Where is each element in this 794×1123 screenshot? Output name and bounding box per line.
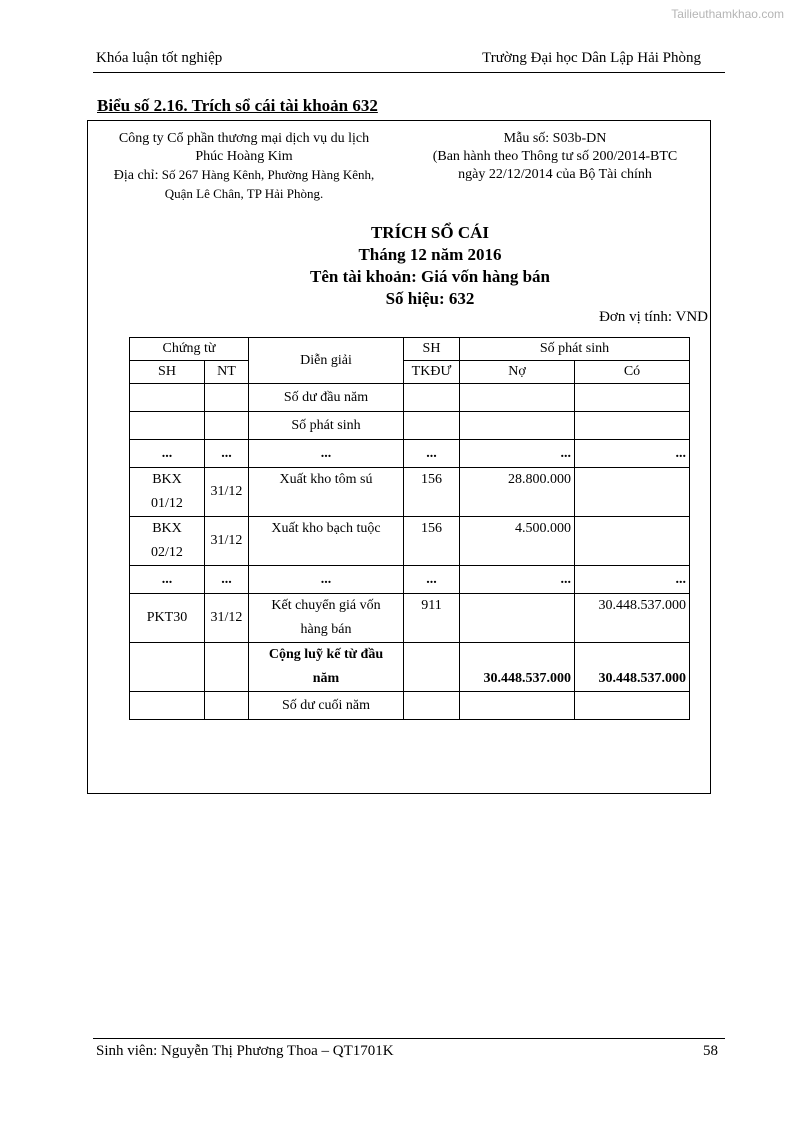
company-address-line2: Quận Lê Chân, TP Hải Phòng. [164,186,324,201]
ellipsis-cell: ... [249,566,404,594]
header-nt: NT [205,361,249,384]
ledger-title: TRÍCH SỔ CÁI [370,223,490,242]
address-label: Địa chỉ: [113,168,159,183]
header-account-top: SH [404,338,460,361]
table-row [130,517,690,566]
header-account-bottom: TKĐƯ [404,361,460,384]
voucher-sh-line2: 02/12 [151,545,183,560]
row-voucher-nt: 31/12 [205,468,249,517]
ellipsis-cell: ... [460,440,575,468]
row-voucher-nt: 31/12 [205,517,249,566]
row-account: 156 [404,468,460,517]
table-header-row-1 [130,338,690,361]
ellipsis-cell: ... [575,566,690,594]
row-debit [460,594,575,643]
ledger-title-block [100,222,760,310]
ledger-table [129,337,690,720]
row-credit: 30.448.537.000 [575,594,690,643]
row-description [249,594,404,643]
header-left-text: Khóa luận tốt nghiệp [96,50,223,66]
form-info-block [405,130,705,184]
row-voucher-sh: PKT30 [130,594,205,643]
header-divider [93,72,725,73]
ellipsis-cell: ... [404,440,460,468]
ledger-period: Tháng 12 năm 2016 [358,245,502,264]
company-address-line1 [98,166,390,185]
table-row [130,468,690,517]
header-voucher: Chứng từ [130,338,249,361]
ellipsis-cell: ... [249,440,404,468]
company-name-line2: Phúc Hoàng Kim [195,149,293,164]
opening-balance-label: Số dư đầu năm [249,384,404,412]
description-line2: hàng bán [300,622,352,637]
row-debit: 4.500.000 [460,517,575,566]
row-credit [575,468,690,517]
form-regulation-date: ngày 22/12/2014 của Bộ Tài chính [458,167,652,182]
table-row-closing-balance [130,692,690,720]
header-right-text: Trường Đại học Dân Lập Hải Phòng [482,50,701,66]
ledger-account-name: Tên tài khoản: Giá vốn hàng bán [310,267,550,286]
ledger-account-number: Số hiệu: 632 [385,289,475,308]
arising-label: Số phát sinh [249,412,404,440]
currency-unit: Đơn vị tính: VND [599,309,708,325]
cumulative-debit: 30.448.537.000 [460,643,575,692]
form-number: Mẫu số: S03b-DN [503,131,607,146]
table-row-cumulative [130,643,690,692]
header-amount: Số phát sinh [460,338,690,361]
ellipsis-cell: ... [130,440,205,468]
footer-page-number: 58 [703,1043,718,1059]
company-name-line1: Công ty Cổ phần thương mại dịch vụ du lịch [118,131,370,146]
table-header-row-2 [130,361,690,384]
ellipsis-cell: ... [205,440,249,468]
ellipsis-cell: ... [205,566,249,594]
address-text-line1: Số 267 Hàng Kênh, Phường Hàng Kênh, [161,167,375,182]
row-credit [575,517,690,566]
table-row-opening-balance [130,384,690,412]
cumulative-label [249,643,404,692]
row-description: Xuất kho tôm sú [249,468,404,517]
footer-student: Sinh viên: Nguyễn Thị Phương Thoa – QT1701K [96,1043,394,1059]
row-description: Xuất kho bạch tuộc [249,517,404,566]
footer-divider [93,1038,725,1039]
table-row-ellipsis [130,566,690,594]
header-credit: Có [575,361,690,384]
figure-caption: Biểu số 2.16. Trích sổ cái tài khoản 632 [97,96,378,115]
watermark-text: Tailieuthamkhao.com [671,7,784,21]
ellipsis-cell: ... [575,440,690,468]
row-account: 911 [404,594,460,643]
voucher-sh-line2: 01/12 [151,496,183,511]
closing-balance-label: Số dư cuối năm [249,692,404,720]
voucher-sh-line1: BKX [152,521,182,536]
row-voucher-sh [130,517,205,566]
row-voucher-sh [130,468,205,517]
ellipsis-cell: ... [130,566,205,594]
row-debit: 28.800.000 [460,468,575,517]
cumulative-label-line2: năm [312,671,340,686]
table-row [130,594,690,643]
header-description: Diễn giải [249,338,404,384]
header-debit: Nợ [460,361,575,384]
company-block [98,130,390,203]
cumulative-label-line1: Cộng luỹ kế từ đầu [268,647,384,662]
row-account: 156 [404,517,460,566]
cumulative-credit: 30.448.537.000 [575,643,690,692]
table-row-arising [130,412,690,440]
ellipsis-cell: ... [404,566,460,594]
ellipsis-cell: ... [460,566,575,594]
row-voucher-nt: 31/12 [205,594,249,643]
voucher-sh-line1: BKX [152,472,182,487]
table-row-ellipsis [130,440,690,468]
form-regulation: (Ban hành theo Thông tư số 200/2014-BTC [432,149,678,164]
header-sh: SH [130,361,205,384]
description-line1: Kết chuyển giá vốn [271,598,381,613]
